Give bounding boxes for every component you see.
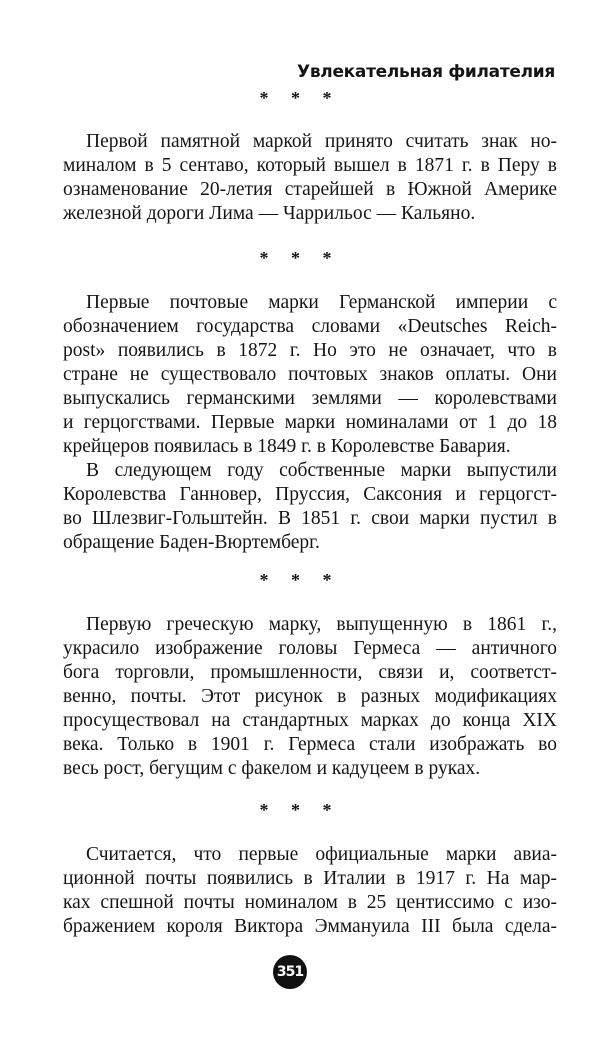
text-line: крейцеров появилась в 1849 г. в Королевстве Бавария. [63, 436, 511, 457]
text-line: post» появились в 1872 г. Но это не означает, что в [63, 340, 557, 361]
text-line: ционной почты появились в Италии в 1917 г. На мар- [63, 868, 557, 889]
text-line: ознаменование 20-летия старейшей в Южной Америке [63, 179, 557, 200]
text-line: во Шлезвиг-Гольштейн. В 1851 г. свои марки пустил в [63, 508, 557, 529]
text-line: Первой памятной маркой принято считать знак но- [86, 131, 557, 152]
text-line: бога торговли, промышленности, связи и, соответст- [63, 662, 557, 683]
paragraph [63, 130, 557, 226]
paragraph [63, 291, 557, 459]
paragraph [63, 459, 557, 555]
text-line: стране не существовало почтовых знаков оплаты. Они [63, 364, 557, 385]
text-line: Первую греческую марку, выпущенную в 1861 г., [86, 614, 557, 635]
text-line: В следующем году собственные марки выпустили [86, 460, 557, 481]
text-line: Первые почтовые марки Германской империи с [86, 292, 557, 313]
text-line: выпускались германскими землями — королевствами [63, 388, 557, 409]
paragraph [63, 843, 557, 939]
section-separator: * * * [259, 88, 341, 108]
text-line: и герцогствами. Первые марки номиналами от 1 до 18 [63, 412, 557, 433]
text-line: Королевства Ганновер, Пруссия, Саксония и герцогст- [63, 484, 557, 505]
text-line: украсило изображение головы Гермеса — античного [63, 638, 557, 659]
text-line: венно, почты. Этот рисунок в разных модификациях [63, 686, 557, 707]
section-separator: * * * [259, 248, 341, 268]
text-line: ках спешной почты номиналом в 25 центиссимо с изо- [63, 892, 557, 913]
text-line: обращение Баден-Вюртемберг. [63, 532, 320, 553]
running-header: Увлекательная филателия [297, 62, 555, 82]
page-number: 351 [273, 955, 307, 989]
text-line: века. Только в 1901 г. Гермеса стали изображать во [63, 734, 557, 755]
text-line: бражением короля Виктора Эммануила III была сдела- [63, 916, 557, 937]
text-line: миналом в 5 сентаво, который вышел в 1871 г. в Перу в [63, 155, 557, 176]
text-line: обозначением государства словами «Deutsches Reich- [63, 316, 557, 337]
text-line: железной дороги Лима — Чаррильос — Кальяно. [63, 203, 476, 224]
paragraph [63, 613, 557, 781]
text-line: весь рост, бегущим с факелом и кадуцеем в руках. [63, 758, 481, 779]
text-line: просуществовал на стандартных марках до конца XIX [63, 710, 557, 731]
section-separator: * * * [259, 570, 341, 590]
text-line: Считается, что первые официальные марки авиа- [86, 844, 557, 865]
section-separator: * * * [259, 800, 341, 820]
